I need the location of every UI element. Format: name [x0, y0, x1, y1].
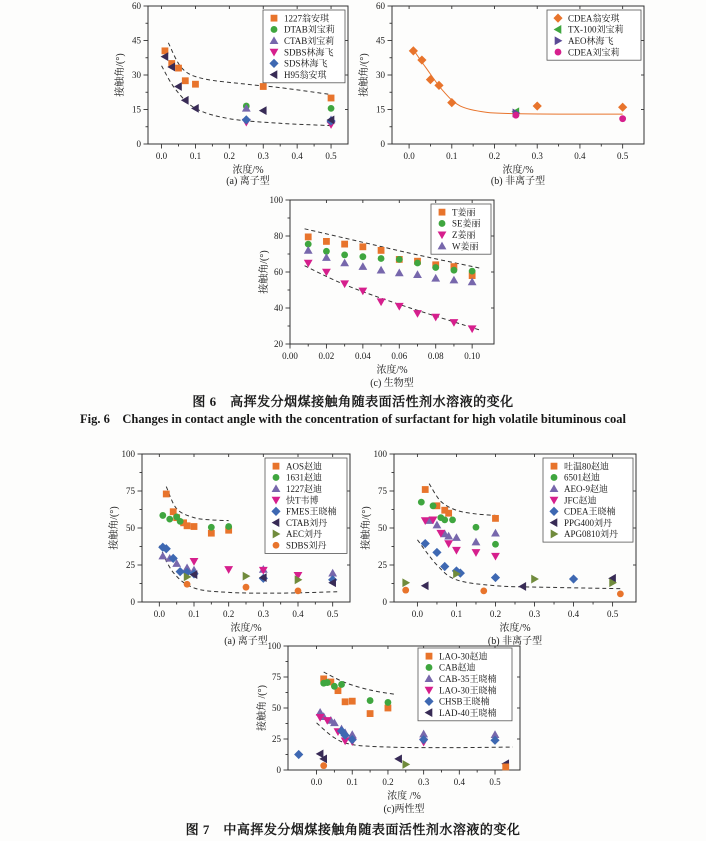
svg-text:25: 25: [126, 560, 135, 570]
svg-text:0.00: 0.00: [282, 351, 298, 361]
svg-text:0.10: 0.10: [464, 351, 481, 361]
svg-text:75: 75: [378, 486, 387, 496]
svg-text:0.4: 0.4: [574, 151, 586, 161]
svg-text:20: 20: [274, 339, 283, 349]
svg-text:接触角/(°): 接触角/(°): [359, 53, 370, 97]
fig6-caption-en: Fig. 6 Changes in contact angle with the concentration of surfactant for high volatile bituminous coal: [80, 412, 626, 426]
svg-text:0.5: 0.5: [606, 609, 619, 619]
svg-text:30: 30: [376, 70, 385, 80]
svg-text:50: 50: [126, 523, 135, 533]
svg-text:25: 25: [378, 560, 387, 570]
svg-text:CTAB刘宝莉: CTAB刘宝莉: [284, 35, 335, 46]
svg-text:25: 25: [272, 734, 281, 744]
svg-text:浓度/%: 浓度/%: [502, 165, 534, 176]
svg-text:0.0: 0.0: [310, 777, 323, 787]
svg-text:0.1: 0.1: [189, 151, 202, 161]
svg-text:0.02: 0.02: [318, 351, 335, 361]
fig6-caption-zh: 图 6 高挥发分烟煤接触角随表面活性剂水溶液的变化: [192, 394, 514, 409]
svg-text:LAO-30王晓楠: LAO-30王晓楠: [439, 685, 497, 696]
svg-text:0: 0: [276, 765, 281, 775]
svg-text:CDEA刘宝莉: CDEA刘宝莉: [568, 47, 620, 58]
svg-text:100: 100: [269, 195, 283, 205]
svg-text:AEO-9赵迪: AEO-9赵迪: [564, 483, 608, 494]
fig6-subplot-c-biological-chart: [256, 192, 508, 390]
svg-text:100: 100: [267, 642, 281, 651]
svg-text:0.08: 0.08: [427, 351, 444, 361]
svg-text:100: 100: [121, 449, 135, 459]
svg-text:0.04: 0.04: [354, 351, 371, 361]
svg-text:0: 0: [382, 597, 387, 607]
fig7-caption-zh: 图 7 中高挥发分烟煤接触角随表面活性剂水溶液的变化: [185, 822, 521, 837]
fig6-subplot-b-nonionic-chart: [356, 0, 654, 188]
svg-text:0.4: 0.4: [567, 609, 580, 619]
svg-text:CTAB刘丹: CTAB刘丹: [286, 517, 328, 528]
svg-text:0.5: 0.5: [489, 777, 501, 787]
svg-text:0.2: 0.2: [223, 609, 235, 619]
svg-text:JFC赵迪: JFC赵迪: [564, 495, 597, 506]
svg-text:0.06: 0.06: [391, 351, 408, 361]
svg-text:(c) 生物型: (c) 生物型: [370, 378, 414, 389]
svg-text:0.3: 0.3: [531, 151, 543, 161]
fig7-subplot-c-amphoteric-chart: [254, 642, 532, 816]
svg-text:接触角 /(°): 接触角 /(°): [257, 685, 268, 731]
svg-text:浓度 /%: 浓度 /%: [387, 791, 421, 802]
svg-text:75: 75: [272, 672, 281, 682]
svg-text:0.0: 0.0: [153, 609, 165, 619]
svg-text:CAB赵迪: CAB赵迪: [439, 662, 476, 673]
fig7-subplot-b-nonionic-chart: [358, 448, 648, 648]
svg-text:0: 0: [130, 597, 135, 607]
svg-text:T姜丽: T姜丽: [452, 207, 476, 218]
svg-text:接触角/(°): 接触角/(°): [361, 506, 372, 550]
fig7-subplot-a-ionic-chart: [106, 448, 360, 648]
svg-text:AEC刘丹: AEC刘丹: [286, 529, 323, 540]
svg-text:TX-100刘宝莉: TX-100刘宝莉: [568, 24, 624, 35]
svg-text:0.4: 0.4: [453, 777, 465, 787]
svg-text:AOS赵迪: AOS赵迪: [286, 461, 323, 472]
svg-text:接触角/(°): 接触角/(°): [259, 250, 270, 294]
svg-text:0.3: 0.3: [257, 609, 269, 619]
svg-text:SE姜丽: SE姜丽: [452, 218, 481, 229]
svg-text:快T韦博: 快T韦博: [286, 495, 319, 506]
svg-text:FMES王晓楠: FMES王晓楠: [286, 506, 337, 517]
svg-text:Z姜丽: Z姜丽: [452, 229, 476, 240]
svg-text:75: 75: [126, 486, 135, 496]
svg-text:APG0810刘丹: APG0810刘丹: [564, 529, 619, 540]
svg-text:40: 40: [274, 303, 283, 313]
svg-text:0.1: 0.1: [188, 609, 200, 619]
svg-text:SDS林海飞: SDS林海飞: [284, 58, 328, 69]
svg-text:0.2: 0.2: [488, 151, 501, 161]
svg-text:0.5: 0.5: [617, 151, 629, 161]
svg-text:0.4: 0.4: [292, 609, 304, 619]
svg-text:6501赵迪: 6501赵迪: [564, 472, 601, 483]
svg-text:AEO林海飞: AEO林海飞: [568, 35, 614, 46]
svg-text:CDEA王晓楠: CDEA王晓楠: [564, 506, 616, 517]
svg-text:0.2: 0.2: [223, 151, 235, 161]
svg-text:0: 0: [136, 139, 141, 149]
svg-text:80: 80: [274, 231, 283, 241]
svg-text:CHSB王晓楠: CHSB王晓楠: [439, 696, 490, 707]
svg-text:1631赵迪: 1631赵迪: [286, 472, 323, 483]
svg-text:接触角/(°): 接触角/(°): [115, 53, 126, 97]
svg-text:0.0: 0.0: [155, 151, 168, 161]
svg-text:60: 60: [132, 1, 141, 11]
svg-text:50: 50: [272, 703, 281, 713]
svg-text:0: 0: [380, 139, 385, 149]
svg-text:0.2: 0.2: [489, 609, 502, 619]
svg-text:0.0: 0.0: [403, 151, 415, 161]
svg-text:CDEA翁安琪: CDEA翁安琪: [568, 13, 620, 24]
svg-text:接触角/(°): 接触角/(°): [109, 506, 120, 550]
svg-text:1227翁安琪: 1227翁安琪: [284, 13, 330, 24]
svg-text:60: 60: [274, 267, 283, 277]
svg-text:0.1: 0.1: [446, 151, 458, 161]
svg-text:浓度/%: 浓度/%: [499, 623, 531, 634]
svg-text:(a) 离子型: (a) 离子型: [224, 636, 268, 647]
svg-text:0.3: 0.3: [528, 609, 541, 619]
svg-text:60: 60: [376, 1, 385, 11]
svg-text:PPG400刘丹: PPG400刘丹: [564, 517, 613, 528]
svg-text:0.3: 0.3: [257, 151, 269, 161]
svg-text:浓度/%: 浓度/%: [376, 365, 408, 376]
svg-text:DTAB刘宝莉: DTAB刘宝莉: [284, 24, 335, 35]
svg-text:15: 15: [132, 104, 141, 115]
svg-text:吐温80赵迪: 吐温80赵迪: [564, 461, 610, 472]
svg-text:W姜丽: W姜丽: [452, 241, 479, 252]
svg-text:LAD-40王晓楠: LAD-40王晓楠: [439, 707, 497, 718]
svg-text:0.2: 0.2: [382, 777, 394, 787]
svg-text:15: 15: [376, 104, 385, 115]
svg-text:45: 45: [376, 35, 385, 46]
svg-text:0.1: 0.1: [346, 777, 358, 787]
svg-text:0.1: 0.1: [450, 609, 463, 619]
svg-text:0.5: 0.5: [325, 151, 337, 161]
svg-text:SDBS刘丹: SDBS刘丹: [286, 540, 327, 551]
svg-text:30: 30: [132, 70, 141, 80]
svg-text:(c)两性型: (c)两性型: [383, 804, 425, 815]
svg-text:(b) 非离子型: (b) 非离子型: [487, 636, 543, 647]
svg-text:浓度/%: 浓度/%: [230, 623, 262, 634]
svg-text:0.3: 0.3: [418, 777, 430, 787]
svg-text:0.5: 0.5: [327, 609, 339, 619]
svg-text:CAB-35王晓楠: CAB-35王晓楠: [439, 673, 497, 684]
fig6-subplot-a-ionic-chart: [112, 0, 358, 188]
svg-text:0.4: 0.4: [291, 151, 303, 161]
svg-text:H95翁安琪: H95翁安琪: [284, 69, 327, 80]
svg-text:45: 45: [132, 35, 141, 46]
svg-text:SDBS林海飞: SDBS林海飞: [284, 47, 334, 58]
svg-text:0.0: 0.0: [411, 609, 424, 619]
svg-text:1227赵迪: 1227赵迪: [286, 483, 323, 494]
svg-text:浓度/%: 浓度/%: [232, 165, 264, 176]
svg-text:(a) 离子型: (a) 离子型: [226, 176, 270, 187]
svg-text:100: 100: [373, 449, 387, 459]
svg-text:(b) 非离子型: (b) 非离子型: [490, 176, 546, 187]
svg-text:LAO-30赵迪: LAO-30赵迪: [439, 651, 488, 662]
svg-text:50: 50: [378, 523, 387, 533]
